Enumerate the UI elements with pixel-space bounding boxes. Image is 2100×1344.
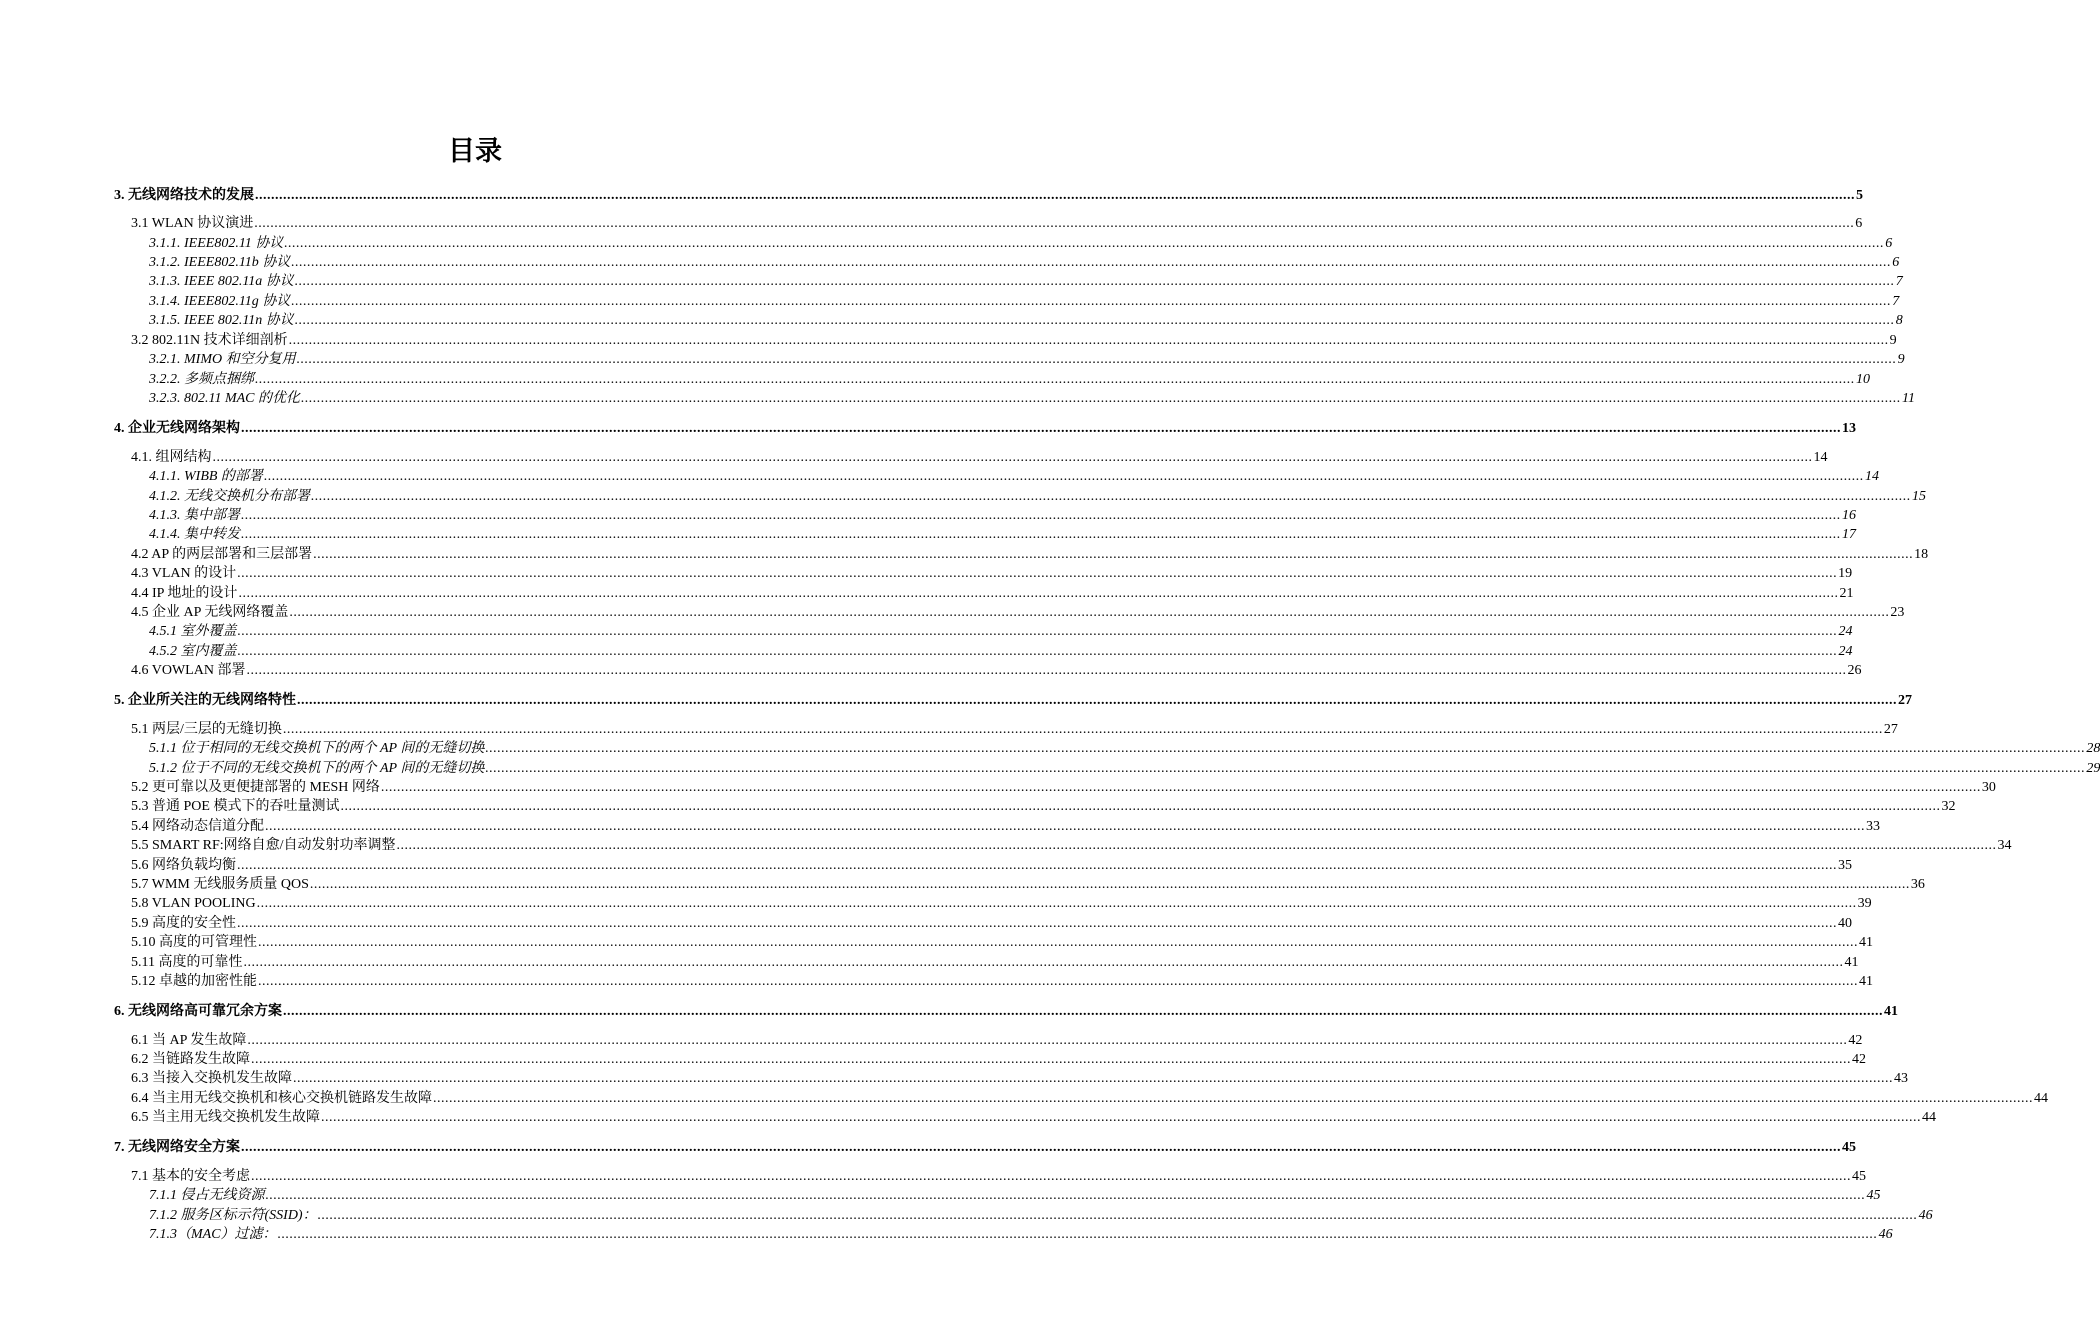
toc-entry[interactable] xyxy=(149,292,1900,311)
toc-entry[interactable] xyxy=(114,1002,1898,1021)
dot-leader: ................................................................................................................................................................................................................................................................................................................................................................................................................ xyxy=(241,508,1841,523)
dot-leader: ................................................................................................................................................................................................................................................................................................................................................................................................................ xyxy=(321,1110,1921,1125)
toc-entry-page-number: 41 xyxy=(1859,935,1873,950)
dot-leader: ................................................................................................................................................................................................................................................................................................................................................................................................................ xyxy=(212,450,1813,465)
toc-entry[interactable] xyxy=(131,817,1880,836)
toc-entry-page-number: 39 xyxy=(1857,896,1872,911)
toc-entry-page-number: 46 xyxy=(1878,1227,1893,1242)
toc-entry-label: 3.1.2. IEEE802.11b 协议 xyxy=(149,255,291,270)
toc-entry[interactable] xyxy=(114,691,1912,710)
toc-entry-label: 4. 企业无线网络架构 xyxy=(114,421,240,436)
dot-leader: ................................................................................................................................................................................................................................................................................................................................................................................................................ xyxy=(241,527,1841,542)
toc-entry-label: 7.1 基本的安全考虑 xyxy=(131,1169,250,1184)
dot-leader: ................................................................................................................................................................................................................................................................................................................................................................................................................ xyxy=(317,1208,1918,1223)
toc-entry-label: 3.2.3. 802.11 MAC 的优化 xyxy=(149,391,301,406)
toc-entry[interactable] xyxy=(131,836,2012,855)
toc-entry[interactable] xyxy=(114,419,1856,438)
toc-entry[interactable] xyxy=(131,894,1872,913)
toc-entry[interactable] xyxy=(149,311,1903,330)
toc-entry-label: 3. 无线网络技术的发展 xyxy=(114,188,254,203)
toc-entry[interactable] xyxy=(131,331,1897,350)
toc-entry-page-number: 6 xyxy=(1892,255,1900,270)
dot-leader: ................................................................................................................................................................................................................................................................................................................................................................................................................ xyxy=(255,188,1855,203)
toc-entry[interactable] xyxy=(149,350,1905,369)
dot-leader: ................................................................................................................................................................................................................................................................................................................................................................................................................ xyxy=(396,838,1997,853)
toc-entry-page-number: 6 xyxy=(1885,236,1893,251)
toc-entry[interactable] xyxy=(131,1069,1908,1088)
toc-entry-page-number: 14 xyxy=(1864,469,1879,484)
toc-entry-page-number: 32 xyxy=(1941,799,1956,814)
toc-entry-page-number: 35 xyxy=(1838,858,1852,873)
toc-entry[interactable] xyxy=(149,759,2100,778)
toc-entry-page-number: 44 xyxy=(2034,1091,2048,1106)
toc-entry[interactable] xyxy=(114,1138,1856,1157)
toc-entry-page-number: 8 xyxy=(1895,313,1903,328)
toc-entry-label: 7. 无线网络安全方案 xyxy=(114,1140,240,1155)
toc-entry[interactable] xyxy=(149,642,1853,661)
toc-entry-label: 4.1. 组网结构 xyxy=(131,450,212,465)
toc-entry[interactable] xyxy=(131,545,1929,564)
toc-entry[interactable] xyxy=(131,972,1873,991)
toc-entry-label: 5.10 高度的可管理性 xyxy=(131,935,257,950)
dot-leader: ................................................................................................................................................................................................................................................................................................................................................................................................................ xyxy=(293,1071,1893,1086)
dot-leader: ................................................................................................................................................................................................................................................................................................................................................................................................................ xyxy=(237,858,1837,873)
dot-leader: ................................................................................................................................................................................................................................................................................................................................................................................................................ xyxy=(309,877,1910,892)
dot-leader: ................................................................................................................................................................................................................................................................................................................................................................................................................ xyxy=(485,741,2086,756)
toc-entry-label: 6.3 当接入交换机发生故障 xyxy=(131,1071,292,1086)
toc-entry[interactable] xyxy=(131,720,1898,739)
toc-entry-page-number: 45 xyxy=(1852,1169,1866,1184)
dot-leader: ................................................................................................................................................................................................................................................................................................................................................................................................................ xyxy=(433,1091,2033,1106)
toc-entry-page-number: 41 xyxy=(1844,955,1859,970)
toc-entry-page-number: 16 xyxy=(1842,508,1856,523)
toc-entry[interactable] xyxy=(149,1225,1893,1244)
dot-leader: ................................................................................................................................................................................................................................................................................................................................................................................................................ xyxy=(294,313,1895,328)
toc-entry-label: 6.2 当链路发生故障 xyxy=(131,1052,250,1067)
dot-leader: ................................................................................................................................................................................................................................................................................................................................................................................................................ xyxy=(256,896,1857,911)
toc-entry-label: 5.5 SMART RF:网络自愈/自动发射功率调整 xyxy=(131,838,396,853)
toc-entry[interactable] xyxy=(131,1031,1863,1050)
dot-leader: ................................................................................................................................................................................................................................................................................................................................................................................................................ xyxy=(241,1140,1841,1155)
toc-entry-label: 4.5.2 室内覆盖 xyxy=(149,644,237,659)
toc-entry[interactable] xyxy=(131,448,1828,467)
dot-leader: ................................................................................................................................................................................................................................................................................................................................................................................................................ xyxy=(255,372,1855,387)
toc-entry-page-number: 24 xyxy=(1838,644,1853,659)
toc-entry-page-number: 7 xyxy=(1895,274,1903,289)
toc-entry-label: 3.1.3. IEEE 802.11a 协议 xyxy=(149,274,294,289)
toc-entry-label: 7.1.3（MAC）过滤： xyxy=(149,1227,277,1242)
toc-entry-label: 4.5 企业 AP 无线网络覆盖 xyxy=(131,605,289,620)
dot-leader: ................................................................................................................................................................................................................................................................................................................................................................................................................ xyxy=(289,605,1890,620)
toc-entry-page-number: 10 xyxy=(1856,372,1870,387)
toc-entry-label: 5.4 网络动态信道分配 xyxy=(131,819,264,834)
toc-entry-page-number: 9 xyxy=(1897,352,1905,367)
toc-entry[interactable] xyxy=(131,584,1854,603)
toc-entry-label: 4.4 IP 地址的设计 xyxy=(131,586,238,601)
dot-leader: ................................................................................................................................................................................................................................................................................................................................................................................................................ xyxy=(265,1188,1866,1203)
toc-entry-page-number: 33 xyxy=(1866,819,1880,834)
toc-entry-label: 5.6 网络负载均衡 xyxy=(131,858,236,873)
toc-entry-label: 7.1.2 服务区标示符(SSID)： xyxy=(149,1208,317,1223)
toc-entry-label: 5.1.1 位于相同的无线交换机下的两个 AP 间的无缝切换 xyxy=(149,741,485,756)
toc-entry-label: 6.1 当 AP 发生故障 xyxy=(131,1033,247,1048)
toc-entry-page-number: 13 xyxy=(1842,421,1856,436)
toc-entry-label: 5.3 普通 POE 模式下的吞吐量测试 xyxy=(131,799,340,814)
dot-leader: ................................................................................................................................................................................................................................................................................................................................................................................................................ xyxy=(380,780,1981,795)
toc-entry-label: 3.1.5. IEEE 802.11n 协议 xyxy=(149,313,294,328)
toc-entry-page-number: 7 xyxy=(1892,294,1900,309)
toc-entry-page-number: 29 xyxy=(2086,761,2100,776)
toc-entry[interactable] xyxy=(149,389,1915,408)
toc-entry-label: 6.4 当主用无线交换机和核心交换机链路发生故障 xyxy=(131,1091,432,1106)
toc-entry[interactable] xyxy=(149,253,1900,272)
dot-leader: ................................................................................................................................................................................................................................................................................................................................................................................................................ xyxy=(485,761,2086,776)
toc-entry-label: 4.1.2. 无线交换机分布部署 xyxy=(149,489,310,504)
toc-entry-page-number: 5 xyxy=(1856,188,1863,203)
toc-entry-label: 5.12 卓越的加密性能 xyxy=(131,974,257,989)
toc-entry-page-number: 24 xyxy=(1838,624,1853,639)
dot-leader: ................................................................................................................................................................................................................................................................................................................................................................................................................ xyxy=(265,819,1865,834)
toc-entry-page-number: 15 xyxy=(1912,489,1926,504)
toc-entry-label: 4.6 VOWLAN 部署 xyxy=(131,663,246,678)
toc-entry-label: 5.11 高度的可靠性 xyxy=(131,955,243,970)
dot-leader: ................................................................................................................................................................................................................................................................................................................................................................................................................ xyxy=(258,974,1858,989)
toc-entry-label: 5.2 更可靠以及更便捷部署的 MESH 网络 xyxy=(131,780,380,795)
dot-leader: ................................................................................................................................................................................................................................................................................................................................................................................................................ xyxy=(283,1004,1883,1019)
toc-entry-label: 4.1.3. 集中部署 xyxy=(149,508,240,523)
toc-entry-page-number: 42 xyxy=(1852,1052,1866,1067)
toc-entry-label: 5.1.2 位于不同的无线交换机下的两个 AP 间的无缝切换 xyxy=(149,761,485,776)
toc-entry[interactable] xyxy=(131,564,1853,583)
dot-leader: ................................................................................................................................................................................................................................................................................................................................................................................................................ xyxy=(277,1227,1878,1242)
dot-leader: ................................................................................................................................................................................................................................................................................................................................................................................................................ xyxy=(313,547,1914,562)
dot-leader: ................................................................................................................................................................................................................................................................................................................................................................................................................ xyxy=(237,566,1838,581)
toc-entry-label: 3.1 WLAN 协议演进 xyxy=(131,216,254,231)
toc-entry-page-number: 40 xyxy=(1838,916,1852,931)
toc-entry[interactable] xyxy=(131,797,1956,816)
dot-leader: ................................................................................................................................................................................................................................................................................................................................................................................................................ xyxy=(251,1052,1851,1067)
toc-entry[interactable] xyxy=(149,370,1870,389)
toc-entry-page-number: 6 xyxy=(1855,216,1863,231)
dot-leader: ................................................................................................................................................................................................................................................................................................................................................................................................................ xyxy=(247,1033,1848,1048)
dot-leader: ................................................................................................................................................................................................................................................................................................................................................................................................................ xyxy=(258,935,1858,950)
toc-entry-page-number: 21 xyxy=(1839,586,1854,601)
dot-leader: ................................................................................................................................................................................................................................................................................................................................................................................................................ xyxy=(251,1169,1851,1184)
toc-entry[interactable] xyxy=(149,1186,1881,1205)
dot-leader: ................................................................................................................................................................................................................................................................................................................................................................................................................ xyxy=(254,216,1855,231)
toc-entry-page-number: 26 xyxy=(1847,663,1862,678)
toc-entry-page-number: 45 xyxy=(1866,1188,1881,1203)
toc-entry-page-number: 42 xyxy=(1848,1033,1863,1048)
dot-leader: ................................................................................................................................................................................................................................................................................................................................................................................................................ xyxy=(237,624,1838,639)
toc-entry-label: 3.2.1. MIMO 和空分复用 xyxy=(149,352,296,367)
dot-leader: ................................................................................................................................................................................................................................................................................................................................................................................................................ xyxy=(282,722,1883,737)
toc-entry-page-number: 41 xyxy=(1859,974,1873,989)
toc-entry-label: 5.7 WMM 无线服务质量 QOS xyxy=(131,877,309,892)
toc-entry-label: 6.5 当主用无线交换机发生故障 xyxy=(131,1110,320,1125)
dot-leader: ................................................................................................................................................................................................................................................................................................................................................................................................................ xyxy=(311,489,1911,504)
toc-entry[interactable] xyxy=(131,914,1852,933)
toc-entry[interactable] xyxy=(131,1108,1936,1127)
toc-entry-label: 4.3 VLAN 的设计 xyxy=(131,566,237,581)
toc-entry[interactable] xyxy=(114,186,1863,205)
toc-entry[interactable] xyxy=(131,933,1873,952)
toc-entry[interactable] xyxy=(131,661,1862,680)
toc-entry-label: 3.2.2. 多频点捆绑 xyxy=(149,372,254,387)
toc-entry[interactable] xyxy=(149,234,1893,253)
dot-leader: ................................................................................................................................................................................................................................................................................................................................................................................................................ xyxy=(291,294,1892,309)
toc-entry-label: 5.8 VLAN POOLING xyxy=(131,896,256,911)
toc-entry-page-number: 19 xyxy=(1838,566,1853,581)
toc-entry-page-number: 45 xyxy=(1842,1140,1856,1155)
dot-leader: ................................................................................................................................................................................................................................................................................................................................................................................................................ xyxy=(238,586,1839,601)
toc-entry[interactable] xyxy=(131,778,1996,797)
dot-leader: ................................................................................................................................................................................................................................................................................................................................................................................................................ xyxy=(340,799,1941,814)
toc-entry-page-number: 17 xyxy=(1842,527,1856,542)
dot-leader: ................................................................................................................................................................................................................................................................................................................................................................................................................ xyxy=(297,693,1897,708)
toc-entry[interactable] xyxy=(149,272,1903,291)
toc-entry[interactable] xyxy=(149,622,1853,641)
dot-leader: ................................................................................................................................................................................................................................................................................................................................................................................................................ xyxy=(291,255,1892,270)
dot-leader: ................................................................................................................................................................................................................................................................................................................................................................................................................ xyxy=(294,274,1895,289)
toc-entry-page-number: 44 xyxy=(1922,1110,1936,1125)
toc-entry-page-number: 27 xyxy=(1883,722,1898,737)
toc-entry-page-number: 11 xyxy=(1902,391,1915,406)
toc-entry-label: 4.1.4. 集中转发 xyxy=(149,527,240,542)
toc-entry[interactable] xyxy=(131,603,1905,622)
dot-leader: ................................................................................................................................................................................................................................................................................................................................................................................................................ xyxy=(237,644,1838,659)
toc-entry-page-number: 43 xyxy=(1894,1071,1908,1086)
dot-leader: ................................................................................................................................................................................................................................................................................................................................................................................................................ xyxy=(243,955,1844,970)
toc-entry[interactable] xyxy=(131,1050,1866,1069)
toc-entry-label: 3.2 802.11N 技术详细剖析 xyxy=(131,333,288,348)
dot-leader: ................................................................................................................................................................................................................................................................................................................................................................................................................ xyxy=(237,916,1837,931)
toc-entry-page-number: 41 xyxy=(1884,1004,1898,1019)
page-title: 目录 xyxy=(448,136,502,167)
toc-entry[interactable] xyxy=(149,467,1879,486)
toc-entry[interactable] xyxy=(131,1089,2048,1108)
toc-entry-label: 3.1.1. IEEE802.11 协议 xyxy=(149,236,284,251)
dot-leader: ................................................................................................................................................................................................................................................................................................................................................................................................................ xyxy=(288,333,1889,348)
dot-leader: ................................................................................................................................................................................................................................................................................................................................................................................................................ xyxy=(284,236,1885,251)
toc-entry-label: 5. 企业所关注的无线网络特性 xyxy=(114,693,296,708)
toc-entry[interactable] xyxy=(131,1167,1866,1186)
toc-entry-page-number: 46 xyxy=(1918,1208,1933,1223)
toc-entry[interactable] xyxy=(131,214,1863,233)
toc-entry-page-number: 27 xyxy=(1898,693,1912,708)
toc-entry[interactable] xyxy=(149,487,1926,506)
toc-entry-label: 4.5.1 室外覆盖 xyxy=(149,624,237,639)
toc-entry-page-number: 30 xyxy=(1981,780,1996,795)
toc-entry[interactable] xyxy=(149,739,2100,758)
toc-entry[interactable] xyxy=(149,506,1856,525)
toc-entry-page-number: 34 xyxy=(1997,838,2012,853)
toc-entry-label: 3.1.4. IEEE802.11g 协议 xyxy=(149,294,291,309)
toc-entry-page-number: 18 xyxy=(1914,547,1929,562)
toc-entry[interactable] xyxy=(131,856,1852,875)
toc-entry-page-number: 28 xyxy=(2086,741,2100,756)
toc-entry-page-number: 14 xyxy=(1813,450,1828,465)
dot-leader: ................................................................................................................................................................................................................................................................................................................................................................................................................ xyxy=(296,352,1897,367)
toc-entry-label: 4.1.1. WIBB 的部署 xyxy=(149,469,263,484)
toc-entry[interactable] xyxy=(149,1206,1933,1225)
toc-entry-label: 7.1.1 侵占无线资源 xyxy=(149,1188,265,1203)
toc-entry-page-number: 36 xyxy=(1910,877,1925,892)
toc-entry-label: 4.2 AP 的两层部署和三层部署 xyxy=(131,547,313,562)
dot-leader: ................................................................................................................................................................................................................................................................................................................................................................................................................ xyxy=(263,469,1864,484)
toc-entry[interactable] xyxy=(149,525,1856,544)
toc-entry-label: 6. 无线网络高可靠冗余方案 xyxy=(114,1004,282,1019)
dot-leader: ................................................................................................................................................................................................................................................................................................................................................................................................................ xyxy=(241,421,1841,436)
dot-leader: ................................................................................................................................................................................................................................................................................................................................................................................................................ xyxy=(246,663,1847,678)
toc-entry[interactable] xyxy=(131,953,1859,972)
toc-entry-page-number: 23 xyxy=(1890,605,1905,620)
toc-entry-label: 5.1 两层/三层的无缝切换 xyxy=(131,722,282,737)
toc-entry[interactable] xyxy=(131,875,1925,894)
toc-entry-page-number: 9 xyxy=(1889,333,1897,348)
dot-leader: ................................................................................................................................................................................................................................................................................................................................................................................................................ xyxy=(301,391,1902,406)
toc-entry-label: 5.9 高度的安全性 xyxy=(131,916,236,931)
